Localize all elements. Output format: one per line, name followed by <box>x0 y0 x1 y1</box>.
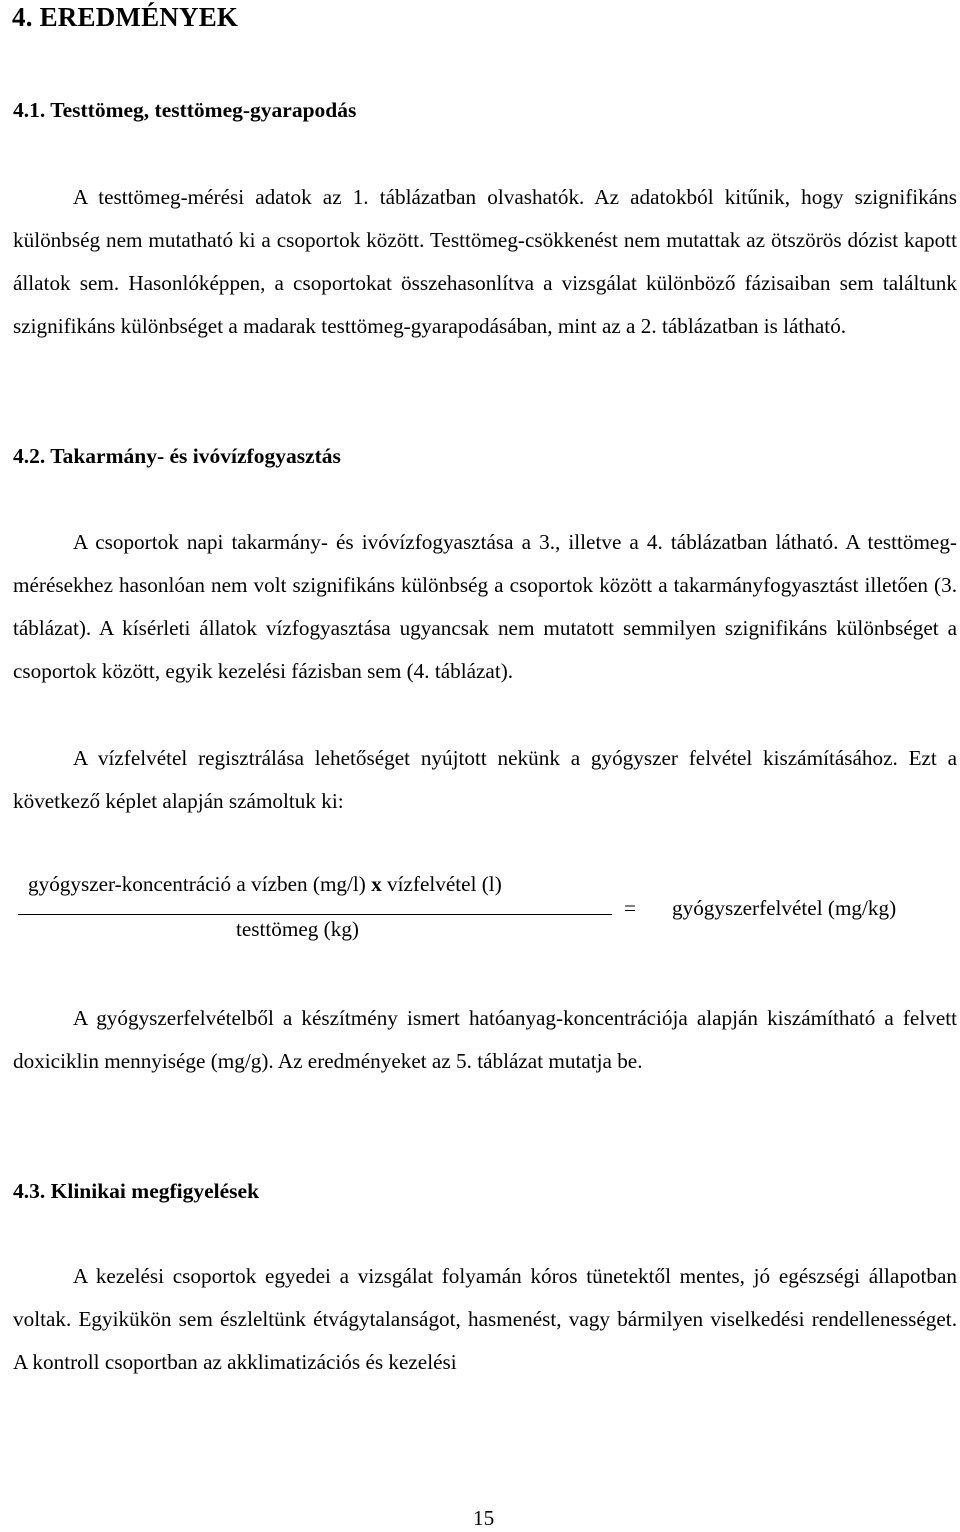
formula-result: gyógyszerfelvétel (mg/kg) <box>672 896 897 920</box>
paragraph-drug-intake: A gyógyszerfelvételből a készítmény ismert hatóanyag-koncentrációja alapján kiszámítható a felvett doxiciklin mennyisége (mg/g). Az eredményeket az 5. táblázat mutatja be. <box>13 1006 957 1073</box>
page-number: 15 <box>473 1506 495 1530</box>
paragraph-body-weight: A testtömeg-mérési adatok az 1. táblázatban olvashatók. Az adatokból kitűnik, hogy szignifikáns különbség nem mutatható ki a csoportok között. Testtömeg-csökkenést nem mutattak az ötszörös dózist kapott állatok sem. Hasonlóképpen, a csoportokat összehasonlítva a vizsgálat különböző fázisaiban sem találtunk szignifikáns különbséget a madarak testtömeg-gyarapodásában, mint az a 2. táblázatban is látható. <box>13 185 957 338</box>
chapter-title: 4. EREDMÉNYEK <box>12 2 239 32</box>
paragraph-clinical-observations: A kezelési csoportok egyedei a vizsgálat folyamán kóros tünetektől mentes, jó egészségi állapotban voltak. Egyikükön sem észleltünk étvágytalanságot, hasmenést, vagy bármilyen viselkedési rendellenességet. A kontroll csoportban az akklimatizációs és kezelési <box>13 1264 957 1374</box>
formula-num-part-b: vízfelvétel (l) <box>381 872 502 896</box>
formula-numerator <box>28 872 502 897</box>
paragraph-water-intake: A vízfelvétel regisztrálása lehetőséget nyújtott nekünk a gyógyszer felvétel kiszámításához. Ezt a következő képlet alapján számoltuk ki: <box>13 746 957 813</box>
formula-equals-sign: = <box>624 896 636 920</box>
formula-multiply-sign: x <box>371 872 382 896</box>
section-title-4-2: 4.2. Takarmány- és ivóvízfogyasztás <box>13 444 341 468</box>
section-title-4-1: 4.1. Testtömeg, testtömeg-gyarapodás <box>13 98 357 122</box>
formula-fraction-bar <box>18 914 612 915</box>
paragraph-feed-water: A csoportok napi takarmány- és ivóvízfogyasztása a 3., illetve a 4. táblázatban látható. A testtömeg-mérésekhez hasonlóan nem volt szignifikáns különbség a csoportok között a takarmányfogyasztást illetően (3. táblázat). A kísérleti állatok vízfogyasztása ugyancsak nem mutatott semmilyen szignifikáns különbséget a csoportok között, egyik kezelési fázisban sem (4. táblázat). <box>13 530 957 683</box>
section-title-4-3: 4.3. Klinikai megfigyelések <box>13 1179 260 1203</box>
formula-num-part-a: gyógyszer-koncentráció a vízben (mg/l) <box>28 872 372 896</box>
formula-denominator: testtömeg (kg) <box>236 917 359 941</box>
